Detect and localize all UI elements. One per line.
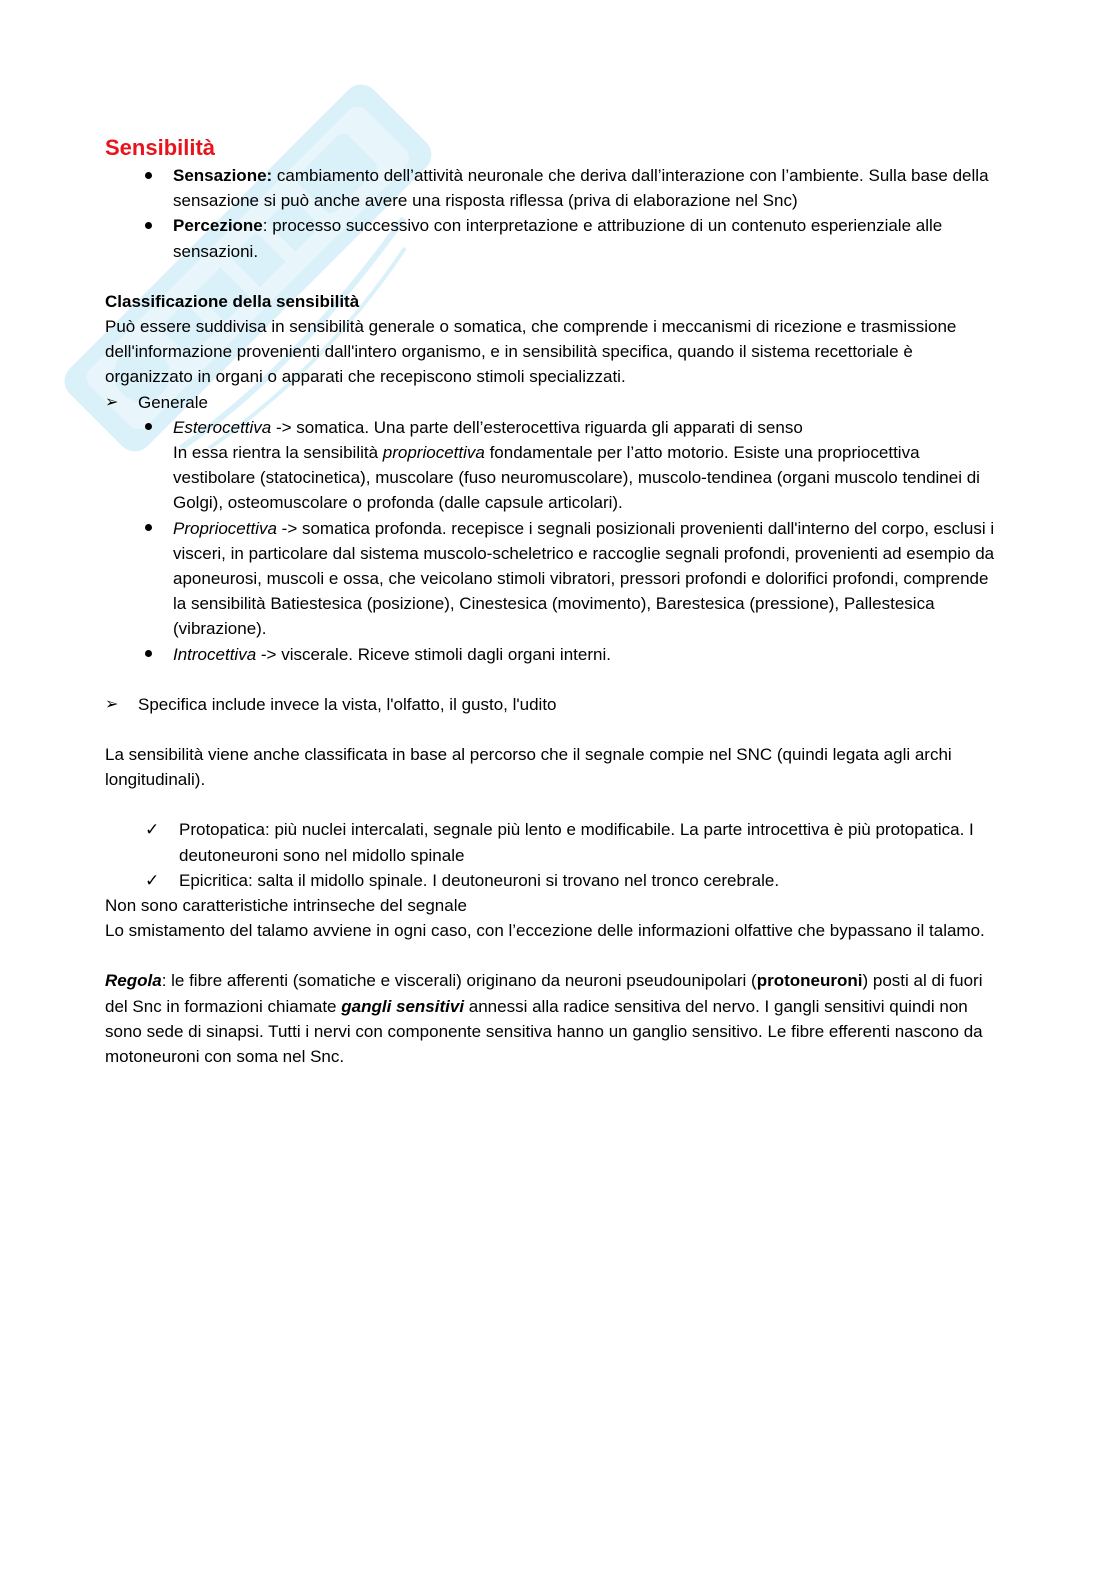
arrow-item-generale — [105, 390, 1005, 415]
bold-text: protoneuroni — [756, 971, 863, 991]
spacer — [105, 717, 1005, 742]
generale-arrow-list — [105, 390, 1005, 415]
arrow-item-label: Specifica include invece la vista, l'olfatto, il gusto, l'udito — [138, 694, 557, 714]
document-body — [105, 133, 1005, 1069]
check-list — [105, 817, 1005, 893]
generale-sub-item — [105, 642, 1005, 667]
arrow-item-label: Generale — [138, 392, 208, 412]
regola-paragraph — [105, 968, 1005, 1069]
text-run: -> viscerale. Riceve stimoli dagli organi interni. — [256, 644, 611, 664]
check-bullet-icon: ✓ — [145, 820, 160, 840]
list-item-text — [173, 645, 611, 664]
text-run: In essa rientra la sensibilità — [173, 443, 383, 463]
check-bullet-icon: ✓ — [145, 870, 160, 890]
text-run: ) posti al di fuori del Snc in formazioni chiamate — [105, 971, 983, 1016]
italic-text: Esterocettiva — [173, 417, 272, 437]
generale-sub-item — [105, 415, 1005, 516]
text-run: fondamentale per l’atto motorio. Esiste una propriocettiva vestibolare (statocinetica), muscolare (fuso neuromuscolare), muscolo-tendinea (organi muscolo tendinei di Golgi), osteomuscolare o profonda (dalle capsule articolari). — [173, 443, 980, 513]
intro-bullet-item — [105, 213, 1005, 263]
italic-text: propriocettiva — [382, 443, 485, 463]
text-run: -> somatica. Una parte dell’esterocettiva riguarda gli apparati di senso — [271, 417, 803, 437]
check-item-text: Epicritica: salta il midollo spinale. I deutoneuroni si trovano nel tronco cerebrale. — [179, 870, 780, 890]
classification-heading: Classificazione della sensibilità — [105, 291, 360, 311]
check-item-text: Protopatica: più nuclei intercalati, segnale più lento e modificabile. La parte introcettiva è più protopatica. I deutoneuroni sono nel midollo spinale — [179, 820, 974, 865]
arrow-bullet-icon: ➢ — [105, 695, 119, 713]
bullet-dot-icon — [138, 213, 158, 238]
spacer — [105, 667, 1005, 692]
page-title: Sensibilità — [105, 135, 216, 160]
spacer — [105, 792, 1005, 817]
bold-text: Sensazione: — [173, 166, 273, 185]
text-run: annessi alla radice sensitiva del nervo. I gangli sensitivi quindi non sono sede di sinapsi. Tutti i nervi con componente sensitiva hanno un ganglio sensitivo. Le fibre efferenti nascono da motoneuroni con soma nel Snc. — [105, 996, 983, 1067]
bold-italic-text: Regola — [105, 971, 162, 991]
bold-text: Percezione — [173, 216, 263, 236]
italic-text: Propriocettiva — [173, 518, 277, 538]
specifica-arrow-list — [105, 692, 1005, 717]
text-run: cambiamento dell’attività neuronale che deriva dall’interazione con l’ambiente. Sulla base della sensazione si può anche avere una risposta riflessa (priva di elaborazione nel Snc) — [173, 166, 989, 211]
generale-sub-item — [105, 516, 1005, 642]
bullet-dot-icon — [138, 415, 158, 440]
bullet-dot-icon — [138, 516, 158, 541]
arrow-item-specifica — [105, 692, 1005, 717]
list-item-text — [173, 418, 980, 513]
text-run: -> somatica profonda. recepisce i segnali posizionali provenienti dall'interno del corpo, esclusi i visceri, in particolare dal sistema muscolo-scheletrico e raccoglie segnali profondi, provenienti ad esempio da aponeurosi, muscoli e ossa, che veicolano stimoli vibratori, pressori profondi e dolorifici profondi, comprende la sensibilità Batiestesica (posizione), Cinestesica (movimento), Barestesica (pressione), Pallestesica (vibrazione). — [173, 518, 995, 639]
intro-bullet-list — [105, 163, 1005, 264]
percorso-paragraph: La sensibilità viene anche classificata in base al percorso che il segnale compie nel SNC (quindi legata agli archi longitudinali). — [105, 745, 952, 790]
arrow-bullet-icon: ➢ — [105, 393, 119, 411]
generale-sub-list — [105, 415, 1005, 667]
intro-bullet-item — [105, 163, 1005, 213]
list-item-text — [173, 519, 994, 639]
spacer — [105, 264, 1005, 289]
bullet-dot-icon — [138, 163, 158, 188]
list-item-text — [173, 216, 942, 260]
after-check-line: Non sono caratteristiche intrinseche del segnale — [105, 896, 467, 916]
after-check-line: Lo smistamento del talamo avviene in ogni caso, con l’eccezione delle informazioni olfattive che bypassano il talamo. — [105, 921, 985, 941]
text-run: : le fibre afferenti (somatiche e viscerali) originano da neuroni pseudounipolari ( — [161, 971, 757, 991]
italic-text: Introcettiva — [173, 644, 257, 664]
list-item-text — [173, 166, 989, 210]
classification-paragraph: Può essere suddivisa in sensibilità generale o somatica, che comprende i meccanismi di ricezione e trasmissione dell'informazione provenienti dall'intero organismo, e in sensibilità specifica, quando il sistema recettoriale è organizzato in organi o apparati che recepiscono stimoli specializzati. — [105, 317, 957, 387]
bold-italic-text: gangli sensitivi — [341, 996, 465, 1016]
text-run: : processo successivo con interpretazione e attribuzione di un contenuto esperienziale alle sensazioni. — [173, 216, 943, 261]
check-item — [105, 817, 1005, 867]
bullet-dot-icon — [138, 642, 158, 667]
check-item — [105, 868, 1005, 893]
spacer — [105, 943, 1005, 968]
